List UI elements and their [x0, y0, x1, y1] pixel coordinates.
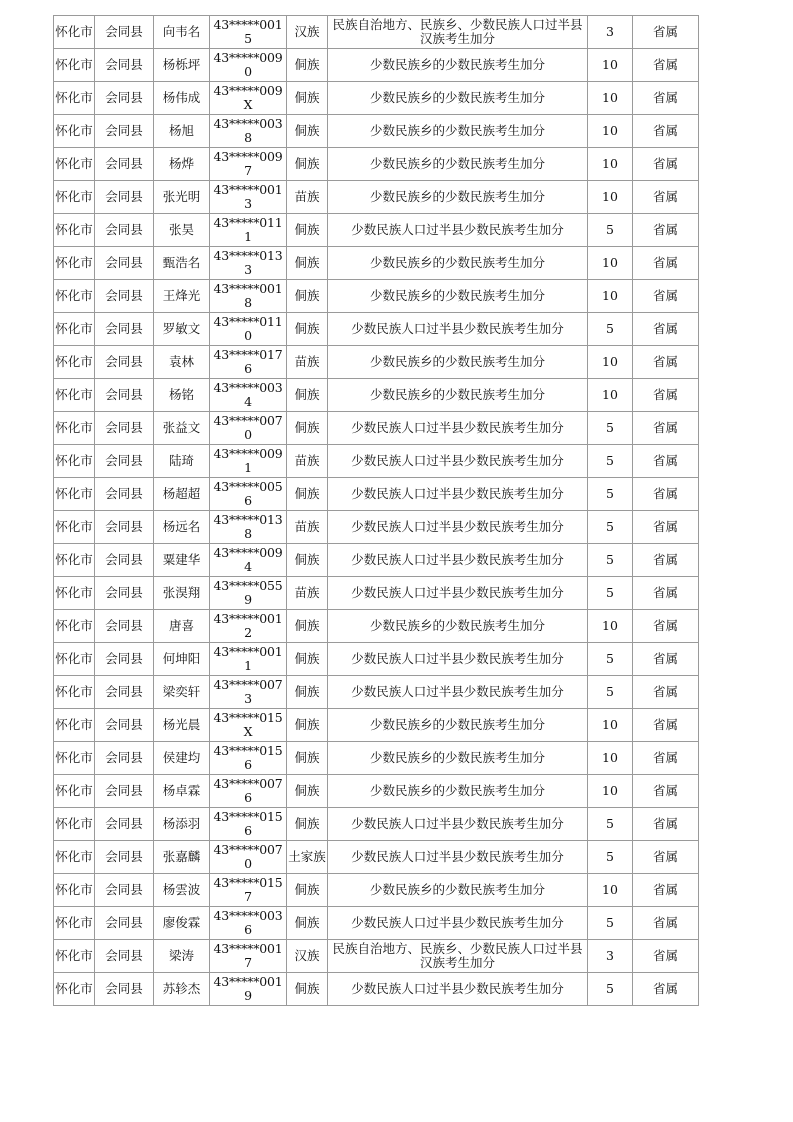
- level-cell: 省属: [633, 115, 699, 148]
- bonus-points-table: [53, 15, 699, 1006]
- level-cell: 省属: [633, 610, 699, 643]
- bonus-reason-cell: 少数民族人口过半县少数民族考生加分: [328, 907, 588, 940]
- county-cell: 会同县: [95, 379, 154, 412]
- candidate-name-cell: 杨铭: [154, 379, 210, 412]
- city-cell: 怀化市: [54, 49, 95, 82]
- bonus-points-cell: 5: [588, 577, 633, 610]
- id-number-cell: 43*****0012: [210, 610, 287, 643]
- table-row: [54, 511, 699, 544]
- bonus-points-cell: 5: [588, 643, 633, 676]
- bonus-reason-cell: 少数民族人口过半县少数民族考生加分: [328, 478, 588, 511]
- level-cell: 省属: [633, 313, 699, 346]
- table-row: [54, 412, 699, 445]
- county-cell: 会同县: [95, 643, 154, 676]
- level-cell: 省属: [633, 214, 699, 247]
- county-cell: 会同县: [95, 214, 154, 247]
- bonus-reason-cell: 少数民族乡的少数民族考生加分: [328, 82, 588, 115]
- id-number-cell: 43*****0034: [210, 379, 287, 412]
- bonus-points-cell: 10: [588, 115, 633, 148]
- candidate-name-cell: 罗敏文: [154, 313, 210, 346]
- ethnicity-cell: 侗族: [287, 280, 328, 313]
- city-cell: 怀化市: [54, 445, 95, 478]
- table-row: [54, 247, 699, 280]
- ethnicity-cell: 侗族: [287, 808, 328, 841]
- bonus-points-cell: 5: [588, 214, 633, 247]
- candidate-name-cell: 杨卓霖: [154, 775, 210, 808]
- candidate-name-cell: 梁涛: [154, 940, 210, 973]
- county-cell: 会同县: [95, 280, 154, 313]
- table-row: [54, 49, 699, 82]
- city-cell: 怀化市: [54, 280, 95, 313]
- bonus-reason-cell: 少数民族乡的少数民族考生加分: [328, 874, 588, 907]
- county-cell: 会同县: [95, 478, 154, 511]
- table-row: [54, 181, 699, 214]
- ethnicity-cell: 侗族: [287, 610, 328, 643]
- city-cell: 怀化市: [54, 907, 95, 940]
- id-number-cell: 43*****0015: [210, 16, 287, 49]
- ethnicity-cell: 侗族: [287, 742, 328, 775]
- city-cell: 怀化市: [54, 676, 95, 709]
- table-row: [54, 379, 699, 412]
- bonus-points-cell: 5: [588, 412, 633, 445]
- bonus-points-cell: 5: [588, 478, 633, 511]
- city-cell: 怀化市: [54, 544, 95, 577]
- ethnicity-cell: 侗族: [287, 214, 328, 247]
- bonus-points-cell: 10: [588, 709, 633, 742]
- candidate-name-cell: 杨伟成: [154, 82, 210, 115]
- candidate-name-cell: 何坤阳: [154, 643, 210, 676]
- bonus-reason-cell: 少数民族人口过半县少数民族考生加分: [328, 313, 588, 346]
- bonus-reason-cell: 少数民族人口过半县少数民族考生加分: [328, 808, 588, 841]
- id-number-cell: 43*****009X: [210, 82, 287, 115]
- candidate-name-cell: 杨超超: [154, 478, 210, 511]
- county-cell: 会同县: [95, 313, 154, 346]
- id-number-cell: 43*****0559: [210, 577, 287, 610]
- id-number-cell: 43*****0094: [210, 544, 287, 577]
- level-cell: 省属: [633, 742, 699, 775]
- table-row: [54, 940, 699, 973]
- county-cell: 会同县: [95, 907, 154, 940]
- id-number-cell: 43*****0076: [210, 775, 287, 808]
- table-row: [54, 346, 699, 379]
- level-cell: 省属: [633, 973, 699, 1006]
- bonus-points-cell: 10: [588, 742, 633, 775]
- table-row: [54, 907, 699, 940]
- city-cell: 怀化市: [54, 214, 95, 247]
- ethnicity-cell: 侗族: [287, 247, 328, 280]
- level-cell: 省属: [633, 181, 699, 214]
- ethnicity-cell: 侗族: [287, 478, 328, 511]
- candidate-name-cell: 唐喜: [154, 610, 210, 643]
- candidate-name-cell: 向韦名: [154, 16, 210, 49]
- bonus-reason-cell: 少数民族人口过半县少数民族考生加分: [328, 676, 588, 709]
- bonus-points-cell: 3: [588, 940, 633, 973]
- candidate-name-cell: 梁奕轩: [154, 676, 210, 709]
- county-cell: 会同县: [95, 115, 154, 148]
- table-row: [54, 610, 699, 643]
- id-number-cell: 43*****0110: [210, 313, 287, 346]
- candidate-name-cell: 陆琦: [154, 445, 210, 478]
- bonus-points-cell: 5: [588, 973, 633, 1006]
- bonus-points-cell: 10: [588, 247, 633, 280]
- ethnicity-cell: 侗族: [287, 907, 328, 940]
- table-row: [54, 643, 699, 676]
- bonus-points-cell: 3: [588, 16, 633, 49]
- candidate-name-cell: 杨远名: [154, 511, 210, 544]
- bonus-points-cell: 5: [588, 676, 633, 709]
- bonus-reason-cell: 少数民族乡的少数民族考生加分: [328, 742, 588, 775]
- city-cell: 怀化市: [54, 742, 95, 775]
- county-cell: 会同县: [95, 346, 154, 379]
- bonus-points-cell: 10: [588, 346, 633, 379]
- bonus-reason-cell: 少数民族人口过半县少数民族考生加分: [328, 445, 588, 478]
- id-number-cell: 43*****0090: [210, 49, 287, 82]
- level-cell: 省属: [633, 82, 699, 115]
- id-number-cell: 43*****0138: [210, 511, 287, 544]
- county-cell: 会同县: [95, 940, 154, 973]
- city-cell: 怀化市: [54, 412, 95, 445]
- level-cell: 省属: [633, 676, 699, 709]
- level-cell: 省属: [633, 49, 699, 82]
- table-row: [54, 445, 699, 478]
- bonus-points-cell: 10: [588, 775, 633, 808]
- table-row: [54, 841, 699, 874]
- county-cell: 会同县: [95, 82, 154, 115]
- bonus-reason-cell: 少数民族乡的少数民族考生加分: [328, 181, 588, 214]
- id-number-cell: 43*****0133: [210, 247, 287, 280]
- bonus-reason-cell: 少数民族人口过半县少数民族考生加分: [328, 214, 588, 247]
- level-cell: 省属: [633, 841, 699, 874]
- bonus-points-cell: 10: [588, 181, 633, 214]
- city-cell: 怀化市: [54, 940, 95, 973]
- bonus-reason-cell: 民族自治地方、民族乡、少数民族人口过半县汉族考生加分: [328, 16, 588, 49]
- table-row: [54, 478, 699, 511]
- county-cell: 会同县: [95, 511, 154, 544]
- bonus-reason-cell: 少数民族乡的少数民族考生加分: [328, 379, 588, 412]
- table-row: [54, 676, 699, 709]
- bonus-reason-cell: 少数民族乡的少数民族考生加分: [328, 49, 588, 82]
- table-row: [54, 313, 699, 346]
- ethnicity-cell: 侗族: [287, 676, 328, 709]
- city-cell: 怀化市: [54, 577, 95, 610]
- candidate-name-cell: 甄浩名: [154, 247, 210, 280]
- level-cell: 省属: [633, 379, 699, 412]
- bonus-reason-cell: 民族自治地方、民族乡、少数民族人口过半县汉族考生加分: [328, 940, 588, 973]
- candidate-name-cell: 袁林: [154, 346, 210, 379]
- bonus-reason-cell: 少数民族乡的少数民族考生加分: [328, 610, 588, 643]
- candidate-name-cell: 王烽光: [154, 280, 210, 313]
- county-cell: 会同县: [95, 841, 154, 874]
- level-cell: 省属: [633, 346, 699, 379]
- ethnicity-cell: 侗族: [287, 148, 328, 181]
- city-cell: 怀化市: [54, 610, 95, 643]
- level-cell: 省属: [633, 247, 699, 280]
- ethnicity-cell: 侗族: [287, 379, 328, 412]
- id-number-cell: 43*****0070: [210, 412, 287, 445]
- bonus-points-cell: 10: [588, 874, 633, 907]
- bonus-reason-cell: 少数民族乡的少数民族考生加分: [328, 346, 588, 379]
- ethnicity-cell: 土家族: [287, 841, 328, 874]
- bonus-points-cell: 5: [588, 841, 633, 874]
- candidate-name-cell: 侯建均: [154, 742, 210, 775]
- table-body: [54, 16, 699, 1006]
- candidate-name-cell: 张光明: [154, 181, 210, 214]
- level-cell: 省属: [633, 412, 699, 445]
- table-row: [54, 16, 699, 49]
- ethnicity-cell: 侗族: [287, 82, 328, 115]
- bonus-points-cell: 10: [588, 148, 633, 181]
- county-cell: 会同县: [95, 544, 154, 577]
- ethnicity-cell: 侗族: [287, 973, 328, 1006]
- county-cell: 会同县: [95, 49, 154, 82]
- candidate-name-cell: 粟建华: [154, 544, 210, 577]
- level-cell: 省属: [633, 907, 699, 940]
- city-cell: 怀化市: [54, 775, 95, 808]
- city-cell: 怀化市: [54, 148, 95, 181]
- city-cell: 怀化市: [54, 478, 95, 511]
- bonus-points-cell: 5: [588, 313, 633, 346]
- level-cell: 省属: [633, 577, 699, 610]
- ethnicity-cell: 侗族: [287, 412, 328, 445]
- bonus-reason-cell: 少数民族人口过半县少数民族考生加分: [328, 412, 588, 445]
- city-cell: 怀化市: [54, 82, 95, 115]
- city-cell: 怀化市: [54, 841, 95, 874]
- table-row: [54, 973, 699, 1006]
- bonus-points-cell: 5: [588, 511, 633, 544]
- ethnicity-cell: 侗族: [287, 709, 328, 742]
- table-row: [54, 775, 699, 808]
- bonus-points-cell: 5: [588, 808, 633, 841]
- level-cell: 省属: [633, 148, 699, 181]
- bonus-points-cell: 10: [588, 82, 633, 115]
- id-number-cell: 43*****0111: [210, 214, 287, 247]
- city-cell: 怀化市: [54, 346, 95, 379]
- level-cell: 省属: [633, 280, 699, 313]
- county-cell: 会同县: [95, 874, 154, 907]
- level-cell: 省属: [633, 511, 699, 544]
- county-cell: 会同县: [95, 676, 154, 709]
- id-number-cell: 43*****0097: [210, 148, 287, 181]
- id-number-cell: 43*****0018: [210, 280, 287, 313]
- city-cell: 怀化市: [54, 247, 95, 280]
- bonus-points-cell: 5: [588, 907, 633, 940]
- ethnicity-cell: 侗族: [287, 313, 328, 346]
- county-cell: 会同县: [95, 247, 154, 280]
- bonus-reason-cell: 少数民族乡的少数民族考生加分: [328, 709, 588, 742]
- bonus-reason-cell: 少数民族人口过半县少数民族考生加分: [328, 511, 588, 544]
- city-cell: 怀化市: [54, 808, 95, 841]
- table-row: [54, 709, 699, 742]
- bonus-reason-cell: 少数民族乡的少数民族考生加分: [328, 775, 588, 808]
- county-cell: 会同县: [95, 445, 154, 478]
- level-cell: 省属: [633, 445, 699, 478]
- bonus-reason-cell: 少数民族乡的少数民族考生加分: [328, 148, 588, 181]
- county-cell: 会同县: [95, 775, 154, 808]
- ethnicity-cell: 苗族: [287, 346, 328, 379]
- county-cell: 会同县: [95, 808, 154, 841]
- ethnicity-cell: 侗族: [287, 115, 328, 148]
- bonus-reason-cell: 少数民族人口过半县少数民族考生加分: [328, 643, 588, 676]
- table-row: [54, 808, 699, 841]
- city-cell: 怀化市: [54, 181, 95, 214]
- ethnicity-cell: 苗族: [287, 445, 328, 478]
- city-cell: 怀化市: [54, 16, 95, 49]
- county-cell: 会同县: [95, 973, 154, 1006]
- bonus-reason-cell: 少数民族乡的少数民族考生加分: [328, 115, 588, 148]
- ethnicity-cell: 苗族: [287, 577, 328, 610]
- county-cell: 会同县: [95, 412, 154, 445]
- bonus-points-cell: 5: [588, 544, 633, 577]
- candidate-name-cell: 杨栎坪: [154, 49, 210, 82]
- id-number-cell: 43*****0157: [210, 874, 287, 907]
- candidate-name-cell: 张昊: [154, 214, 210, 247]
- city-cell: 怀化市: [54, 709, 95, 742]
- ethnicity-cell: 侗族: [287, 49, 328, 82]
- candidate-name-cell: 苏轸杰: [154, 973, 210, 1006]
- id-number-cell: 43*****0156: [210, 808, 287, 841]
- bonus-reason-cell: 少数民族人口过半县少数民族考生加分: [328, 544, 588, 577]
- table-row: [54, 544, 699, 577]
- id-number-cell: 43*****0013: [210, 181, 287, 214]
- id-number-cell: 43*****0176: [210, 346, 287, 379]
- ethnicity-cell: 苗族: [287, 511, 328, 544]
- county-cell: 会同县: [95, 181, 154, 214]
- candidate-name-cell: 廖俊霖: [154, 907, 210, 940]
- bonus-reason-cell: 少数民族人口过半县少数民族考生加分: [328, 577, 588, 610]
- level-cell: 省属: [633, 775, 699, 808]
- county-cell: 会同县: [95, 16, 154, 49]
- bonus-points-cell: 10: [588, 610, 633, 643]
- ethnicity-cell: 侗族: [287, 775, 328, 808]
- id-number-cell: 43*****015X: [210, 709, 287, 742]
- table-row: [54, 148, 699, 181]
- ethnicity-cell: 侗族: [287, 874, 328, 907]
- id-number-cell: 43*****0056: [210, 478, 287, 511]
- city-cell: 怀化市: [54, 643, 95, 676]
- candidate-name-cell: 张嘉麟: [154, 841, 210, 874]
- table-row: [54, 115, 699, 148]
- table-row: [54, 577, 699, 610]
- ethnicity-cell: 汉族: [287, 16, 328, 49]
- ethnicity-cell: 侗族: [287, 544, 328, 577]
- level-cell: 省属: [633, 874, 699, 907]
- table-row: [54, 280, 699, 313]
- table-row: [54, 874, 699, 907]
- ethnicity-cell: 苗族: [287, 181, 328, 214]
- id-number-cell: 43*****0017: [210, 940, 287, 973]
- bonus-points-cell: 10: [588, 280, 633, 313]
- county-cell: 会同县: [95, 577, 154, 610]
- bonus-reason-cell: 少数民族人口过半县少数民族考生加分: [328, 973, 588, 1006]
- city-cell: 怀化市: [54, 313, 95, 346]
- level-cell: 省属: [633, 643, 699, 676]
- candidate-name-cell: 杨添羽: [154, 808, 210, 841]
- id-number-cell: 43*****0073: [210, 676, 287, 709]
- county-cell: 会同县: [95, 610, 154, 643]
- candidate-name-cell: 杨烨: [154, 148, 210, 181]
- county-cell: 会同县: [95, 742, 154, 775]
- id-number-cell: 43*****0036: [210, 907, 287, 940]
- bonus-points-cell: 10: [588, 379, 633, 412]
- bonus-reason-cell: 少数民族乡的少数民族考生加分: [328, 280, 588, 313]
- city-cell: 怀化市: [54, 973, 95, 1006]
- table-row: [54, 214, 699, 247]
- city-cell: 怀化市: [54, 379, 95, 412]
- level-cell: 省属: [633, 808, 699, 841]
- city-cell: 怀化市: [54, 115, 95, 148]
- id-number-cell: 43*****0070: [210, 841, 287, 874]
- bonus-reason-cell: 少数民族人口过半县少数民族考生加分: [328, 841, 588, 874]
- id-number-cell: 43*****0038: [210, 115, 287, 148]
- ethnicity-cell: 汉族: [287, 940, 328, 973]
- candidate-name-cell: 杨旭: [154, 115, 210, 148]
- id-number-cell: 43*****0011: [210, 643, 287, 676]
- level-cell: 省属: [633, 940, 699, 973]
- id-number-cell: 43*****0019: [210, 973, 287, 1006]
- id-number-cell: 43*****0091: [210, 445, 287, 478]
- candidate-name-cell: 张淏翔: [154, 577, 210, 610]
- candidate-name-cell: 杨雲波: [154, 874, 210, 907]
- level-cell: 省属: [633, 16, 699, 49]
- candidate-name-cell: 张益文: [154, 412, 210, 445]
- ethnicity-cell: 侗族: [287, 643, 328, 676]
- id-number-cell: 43*****0156: [210, 742, 287, 775]
- bonus-points-cell: 10: [588, 49, 633, 82]
- bonus-points-cell: 5: [588, 445, 633, 478]
- city-cell: 怀化市: [54, 874, 95, 907]
- city-cell: 怀化市: [54, 511, 95, 544]
- level-cell: 省属: [633, 478, 699, 511]
- county-cell: 会同县: [95, 148, 154, 181]
- bonus-reason-cell: 少数民族乡的少数民族考生加分: [328, 247, 588, 280]
- county-cell: 会同县: [95, 709, 154, 742]
- table-row: [54, 742, 699, 775]
- level-cell: 省属: [633, 709, 699, 742]
- candidate-name-cell: 杨光晨: [154, 709, 210, 742]
- level-cell: 省属: [633, 544, 699, 577]
- table-row: [54, 82, 699, 115]
